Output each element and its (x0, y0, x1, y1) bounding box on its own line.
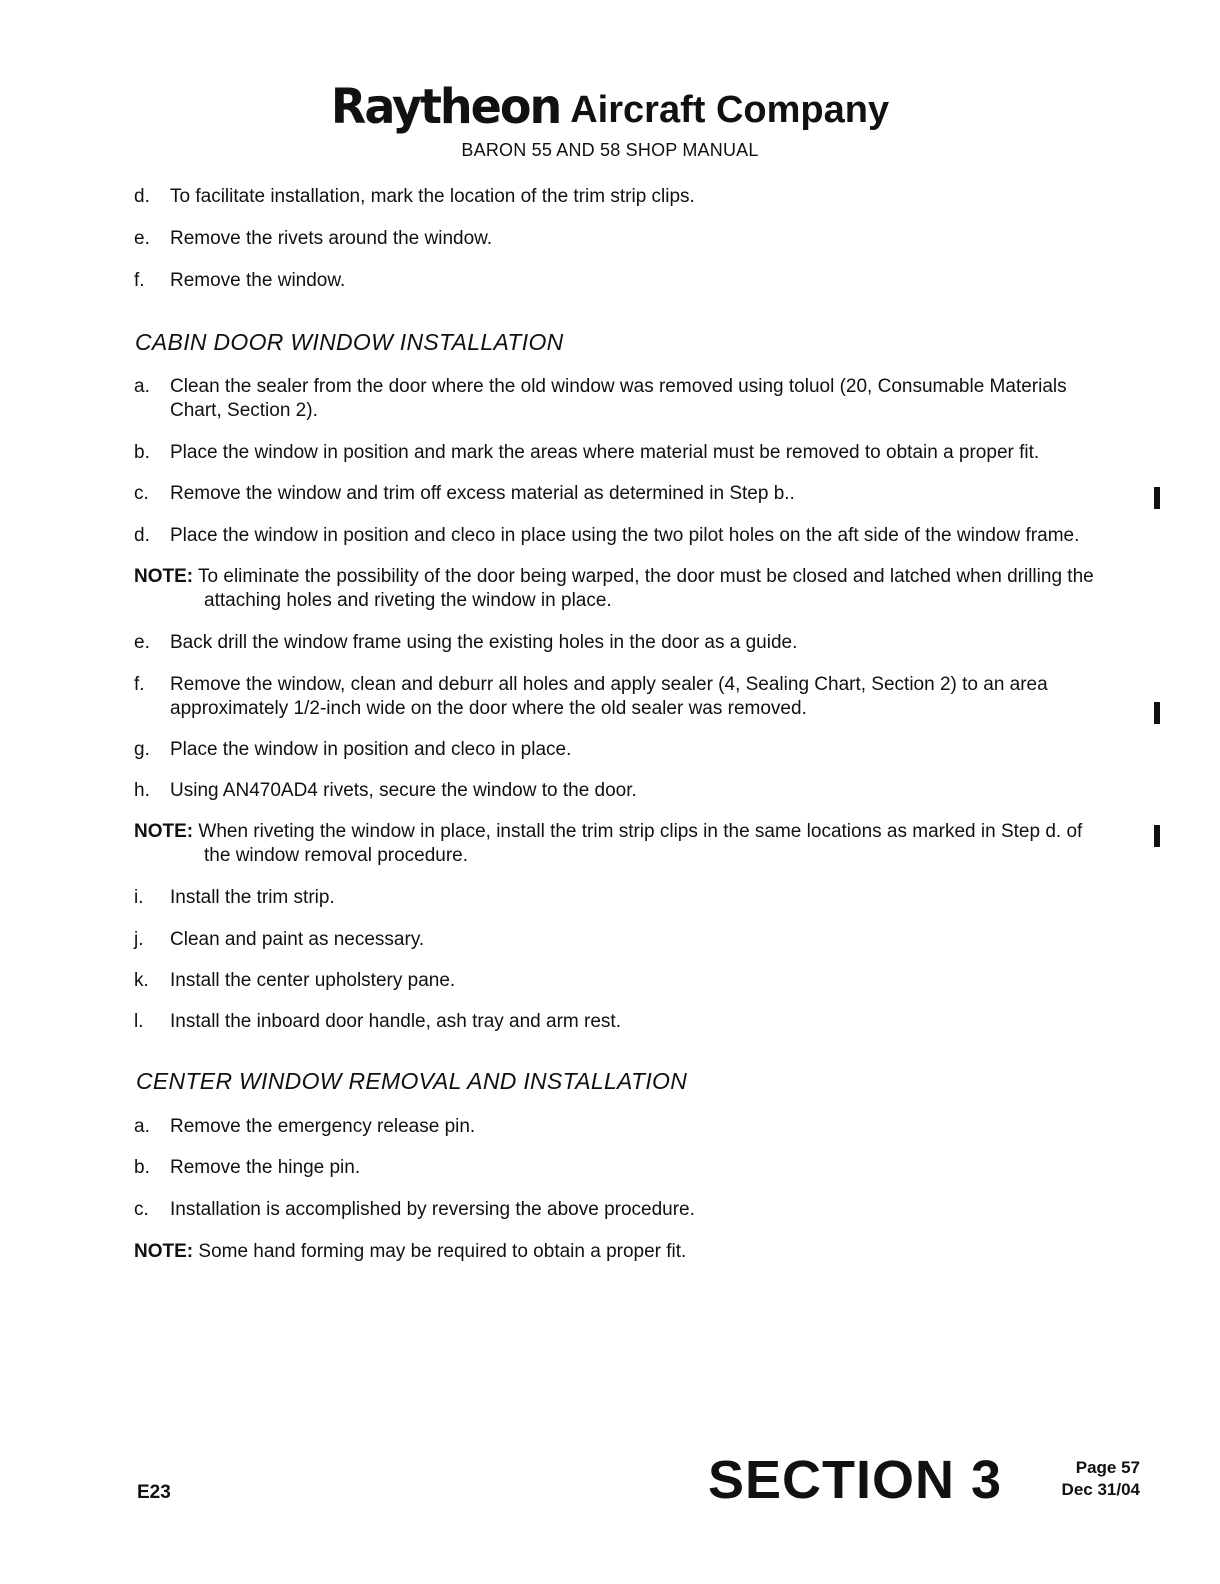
step-label: h. (134, 780, 150, 801)
note-text-line: When riveting the window in place, install the trim strip clips in the same locations as marked in Step d. of (198, 821, 1083, 842)
page-number: Page 57 (1075, 1458, 1140, 1477)
step-label: b. (134, 1157, 150, 1178)
section-number: SECTION 3 (708, 1450, 1003, 1510)
step-label: d. (134, 525, 150, 546)
note (134, 565, 1154, 613)
page-header (0, 77, 1220, 161)
logo-brand: Raytheon (330, 77, 561, 135)
section-heading: CENTER WINDOW REMOVAL AND INSTALLATION (136, 1068, 688, 1094)
step-text-line: approximately 1/2-inch wide on the door where the old sealer was removed. (170, 698, 807, 719)
step-text-line: Place the window in position and mark the areas where material must be removed to obtain a proper fit. (170, 442, 1040, 463)
step-label: k. (134, 970, 149, 991)
note-label: NOTE: (134, 566, 194, 587)
step-text: Remove the window. (170, 270, 346, 291)
change-bar (1154, 825, 1160, 847)
step-text-line: Place the window in position and cleco in place using the two pilot holes on the aft side of the window frame. (170, 525, 1080, 546)
company-logo (0, 77, 1220, 135)
note-label: NOTE: (134, 821, 194, 842)
step-text-line: Place the window in position and cleco in place. (170, 739, 572, 760)
step-label: l. (134, 1011, 144, 1032)
step-label: c. (134, 1199, 149, 1220)
note-text-line: attaching holes and riveting the window in place. (204, 590, 612, 611)
step-text-line: Clean the sealer from the door where the old window was removed using toluol (20, Consumable Materials (170, 376, 1067, 397)
note-label: NOTE: (134, 1241, 194, 1262)
step-label: c. (134, 483, 149, 504)
step-text-line: Install the center upholstery pane. (170, 970, 456, 991)
step-text-line: Using AN470AD4 rivets, secure the window to the door. (170, 780, 637, 801)
step-label: i. (134, 887, 144, 908)
step-text-line: Install the inboard door handle, ash tray and arm rest. (170, 1011, 621, 1032)
step-label: j. (134, 929, 144, 950)
step-text: Remove the rivets around the window. (170, 228, 493, 249)
step-label: e. (134, 632, 150, 653)
step-label: f. (134, 674, 145, 695)
note-text: Some hand forming may be required to obtain a proper fit. (198, 1241, 687, 1262)
step-label: a. (134, 376, 150, 397)
step-text-line: Install the trim strip. (170, 887, 335, 908)
manual-title: BARON 55 AND 58 SHOP MANUAL (461, 140, 759, 160)
step-text-line: Back drill the window frame using the existing holes in the door as a guide. (170, 632, 798, 653)
step-text: Installation is accomplished by reversing the above procedure. (170, 1199, 695, 1220)
page-info (1042, 1457, 1140, 1501)
change-bar (1154, 702, 1160, 724)
revision-date: Dec 31/04 (1061, 1480, 1140, 1499)
step-label: g. (134, 739, 150, 760)
document-code: E23 (137, 1482, 171, 1503)
section-heading: CABIN DOOR WINDOW INSTALLATION (135, 329, 564, 355)
step-label: b. (134, 442, 150, 463)
step-text: Remove the hinge pin. (170, 1157, 361, 1178)
step-text-line: Chart, Section 2). (170, 400, 318, 421)
step-text-line: Clean and paint as necessary. (170, 929, 425, 950)
step-text-line: Remove the window, clean and deburr all holes and apply sealer (4, Sealing Chart, Section 2) to an area (170, 674, 1048, 695)
step-label: a. (134, 1116, 150, 1137)
change-bar (1154, 487, 1160, 509)
step-label: f. (134, 270, 145, 291)
logo-company: Aircraft Company (570, 89, 890, 131)
step-label: e. (134, 228, 150, 249)
step-text: To facilitate installation, mark the location of the trim strip clips. (170, 186, 695, 207)
step-text: Remove the emergency release pin. (170, 1116, 476, 1137)
note (134, 1240, 1154, 1264)
step-label: d. (134, 186, 150, 207)
step-text-line: Remove the window and trim off excess material as determined in Step b.. (170, 483, 795, 504)
note-text-line: To eliminate the possibility of the door being warped, the door must be closed and latched when drilling the (198, 566, 1094, 587)
note (134, 820, 1154, 868)
note-text-line: the window removal procedure. (204, 845, 469, 866)
